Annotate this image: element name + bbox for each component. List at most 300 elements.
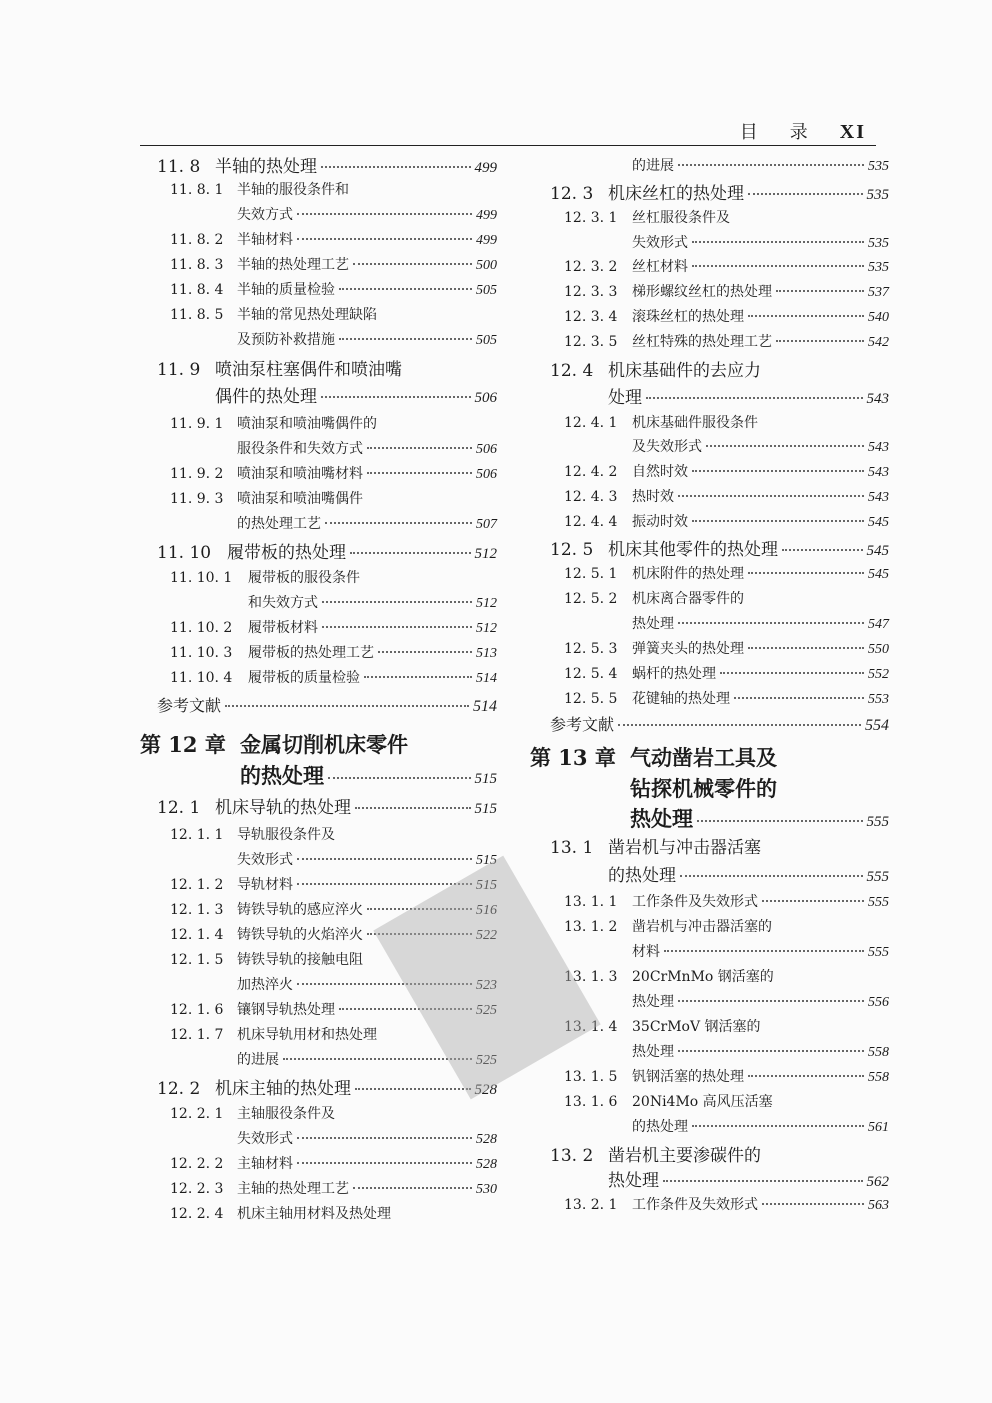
section-number: 12. 1. 4 (170, 927, 224, 943)
section-title: 的热处理工艺 (237, 516, 321, 532)
dot-leader (322, 626, 472, 628)
section-number: 13. 1. 4 (564, 1019, 618, 1035)
toc-entry[interactable] (170, 233, 497, 248)
page-number: 553 (868, 692, 889, 707)
dot-leader (297, 858, 472, 860)
section-title: 履带板的质量检验 (248, 670, 360, 686)
dot-leader (283, 1058, 472, 1060)
section-title: 处理 (608, 388, 642, 408)
section-title: 自然时效 (632, 464, 688, 480)
section-title: 半轴的常见热处理缺陷 (237, 307, 377, 323)
section-title: 的进展 (632, 158, 674, 174)
toc-entry[interactable] (170, 1107, 335, 1121)
toc-entry[interactable] (564, 895, 889, 910)
toc-entry[interactable] (170, 183, 349, 197)
dot-leader (692, 1125, 864, 1127)
section-title: 履带板材料 (248, 620, 318, 636)
dot-leader (367, 472, 472, 474)
section-title: 材料 (632, 944, 660, 960)
page-number: 528 (476, 1132, 497, 1147)
toc-entry[interactable] (550, 1148, 761, 1165)
section-number: 11. 8 (157, 157, 201, 177)
page-number: 506 (476, 467, 497, 482)
section-number: 11. 8. 1 (170, 182, 224, 198)
page-number: 558 (868, 1045, 889, 1060)
section-title: 半轴材料 (237, 232, 293, 248)
toc-entry[interactable] (632, 1045, 889, 1060)
toc-entry[interactable] (170, 492, 363, 506)
section-number: 13. 2. 1 (564, 1197, 618, 1213)
toc-entry[interactable] (564, 465, 889, 480)
section-title: 机床基础件的去应力 (608, 361, 761, 381)
section-number: 12. 3. 1 (564, 210, 618, 226)
section-title: 偶件的热处理 (215, 387, 317, 407)
page-number: 555 (868, 895, 889, 910)
section-title: 气动凿岩工具及 (630, 745, 777, 770)
toc-entry[interactable] (564, 567, 889, 582)
section-title: 钻探机械零件的 (630, 776, 777, 801)
page-number: 515 (474, 771, 497, 787)
dot-leader (350, 552, 471, 554)
section-title: 机床主轴用材料及热处理 (237, 1206, 391, 1222)
dot-leader (692, 265, 864, 267)
section-title: 参考文献 (550, 715, 615, 734)
toc-entry[interactable] (157, 362, 402, 379)
dot-leader (776, 290, 864, 292)
section-title: 热处理 (630, 806, 693, 831)
section-number: 11. 10. 3 (170, 645, 233, 661)
dot-leader (297, 238, 472, 240)
toc-entry[interactable] (237, 333, 497, 348)
page-number: 547 (868, 617, 889, 632)
toc-entry[interactable] (632, 159, 889, 174)
section-number: 12. 2. 3 (170, 1181, 224, 1197)
toc-entry[interactable] (608, 1173, 889, 1190)
toc-entry[interactable] (140, 734, 408, 755)
dot-leader (706, 445, 864, 447)
toc-entry[interactable] (170, 1028, 377, 1042)
section-number: 12. 5. 4 (564, 666, 618, 682)
section-title: 铸铁导轨的火焰淬火 (237, 927, 363, 943)
page-number: 543 (868, 490, 889, 505)
dot-leader (367, 447, 472, 449)
section-title: 喷油泵和喷油嘴偶件的 (237, 416, 377, 432)
section-number: 11. 9. 2 (170, 466, 224, 482)
dot-leader (748, 315, 864, 317)
dot-leader (353, 1187, 472, 1189)
dot-leader (697, 820, 863, 822)
toc-entry[interactable] (550, 363, 761, 380)
toc-entry[interactable] (237, 1132, 497, 1147)
section-title: 及失效形式 (632, 439, 702, 455)
running-head (740, 118, 866, 144)
toc-entry[interactable] (550, 840, 761, 857)
toc-entry[interactable] (564, 920, 772, 934)
toc-entry[interactable] (564, 285, 889, 300)
dot-leader (355, 807, 471, 809)
section-number: 13. 1 (550, 838, 594, 858)
toc-entry[interactable] (170, 258, 497, 273)
section-number: 13. 1. 2 (564, 919, 618, 935)
toc-entry[interactable] (632, 1120, 889, 1135)
dot-leader (678, 1050, 864, 1052)
dot-leader (355, 1088, 471, 1090)
page-number: 563 (868, 1198, 889, 1213)
section-title: 凿岩机与冲击器活塞的 (632, 919, 772, 935)
toc-entry[interactable] (170, 646, 497, 661)
section-number: 12. 4. 3 (564, 489, 618, 505)
section-title: 梯形螺纹丝杠的热处理 (632, 284, 772, 300)
section-title: 履带板的热处理工艺 (248, 645, 374, 661)
page-number: 535 (868, 159, 889, 174)
section-title: 喷油泵柱塞偶件和喷油嘴 (215, 360, 402, 380)
section-number: 12. 4. 1 (564, 415, 618, 431)
dot-leader (762, 900, 864, 902)
toc-entry[interactable] (564, 335, 889, 350)
page-number: 505 (476, 283, 497, 298)
dot-leader (692, 470, 864, 472)
page-number: 525 (476, 1003, 497, 1018)
page-number: 514 (476, 671, 497, 686)
page-number: 499 (476, 208, 497, 223)
section-title: 机床基础件服役条件 (632, 415, 758, 431)
section-number: 11. 10. 1 (170, 570, 233, 586)
toc-entry[interactable] (170, 283, 497, 298)
toc-entry[interactable] (564, 1198, 889, 1213)
page-number: 561 (868, 1120, 889, 1135)
toc-entry[interactable] (170, 417, 377, 431)
toc-entry[interactable] (632, 995, 889, 1010)
toc-entry[interactable] (170, 828, 335, 842)
toc-entry[interactable] (157, 698, 497, 715)
toc-entry[interactable] (632, 236, 889, 251)
section-number: 12. 4 (550, 361, 594, 381)
section-number: 第 13 章 (530, 745, 616, 770)
header-word: 录 (789, 122, 810, 143)
toc-entry[interactable] (170, 1157, 497, 1172)
section-number: 12. 3 (550, 184, 594, 204)
toc-entry[interactable] (564, 970, 774, 984)
dot-leader (748, 1075, 864, 1077)
page-number: 523 (476, 978, 497, 993)
section-number: 12. 5. 2 (564, 591, 618, 607)
page-number: 515 (476, 853, 497, 868)
toc-entry[interactable] (170, 1207, 391, 1221)
toc-entry[interactable] (564, 1070, 889, 1085)
dot-leader (692, 520, 864, 522)
section-number: 13. 1. 5 (564, 1069, 618, 1085)
section-title: 热处理 (608, 1171, 659, 1191)
section-number: 12. 2. 1 (170, 1106, 224, 1122)
section-title: 机床导轨用材和热处理 (237, 1027, 377, 1043)
toc-entry[interactable] (170, 953, 363, 967)
page-number: 528 (476, 1157, 497, 1172)
section-number: 12. 1. 5 (170, 952, 224, 968)
toc-entry[interactable] (170, 671, 497, 686)
section-number: 13. 2 (550, 1146, 594, 1166)
section-title: 35CrMoV 钢活塞的 (632, 1019, 761, 1035)
section-title: 半轴的热处理工艺 (237, 257, 349, 273)
page-number: 556 (868, 995, 889, 1010)
toc-entry[interactable] (564, 667, 889, 682)
section-number: 11. 8. 5 (170, 307, 224, 323)
dot-leader (664, 950, 864, 952)
section-number: 12. 1. 1 (170, 827, 224, 843)
section-number: 12. 5. 5 (564, 691, 618, 707)
toc-entry[interactable] (170, 308, 377, 322)
toc-entry[interactable] (564, 211, 730, 225)
section-number: 11. 9. 3 (170, 491, 224, 507)
section-title: 的进展 (237, 1052, 279, 1068)
page-number: 514 (473, 698, 497, 715)
dot-leader (776, 340, 864, 342)
page-number: 543 (868, 440, 889, 455)
section-title: 主轴的热处理工艺 (237, 1181, 349, 1197)
toc-entry[interactable] (564, 515, 889, 530)
section-title: 主轴材料 (237, 1156, 293, 1172)
header-rule (140, 145, 876, 146)
page-header (0, 0, 992, 160)
page-number: 535 (868, 260, 889, 275)
section-title: 凿岩机与冲击器活塞 (608, 838, 761, 858)
dot-leader (678, 1000, 864, 1002)
section-title: 及预防补救措施 (237, 332, 335, 348)
page-number: 515 (474, 801, 497, 817)
section-number: 11. 8. 4 (170, 282, 224, 298)
section-title: 滚珠丝杠的热处理 (632, 309, 744, 325)
section-number: 12. 2 (157, 1079, 201, 1099)
section-number: 12. 5. 1 (564, 566, 618, 582)
dot-leader (678, 622, 864, 624)
page-number: 542 (868, 335, 889, 350)
dot-leader (339, 288, 472, 290)
dot-leader (720, 672, 864, 674)
section-title: 主轴服役条件及 (237, 1106, 335, 1122)
toc-entry[interactable] (608, 868, 889, 885)
page-number: 512 (476, 596, 497, 611)
dot-leader (225, 705, 469, 707)
toc-entry[interactable] (157, 159, 497, 176)
section-title: 加热淬火 (237, 977, 293, 993)
section-number: 12. 5 (550, 540, 594, 560)
section-title: 喷油泵和喷油嘴偶件 (237, 491, 363, 507)
page-number: 528 (474, 1082, 497, 1098)
toc-entry[interactable] (564, 490, 889, 505)
section-title: 的热处理 (632, 1119, 688, 1135)
section-number: 12. 1. 7 (170, 1027, 224, 1043)
section-number: 12. 1. 2 (170, 877, 224, 893)
toc-entry[interactable] (564, 592, 744, 606)
page-number: 555 (866, 814, 889, 830)
section-number: 12. 1. 3 (170, 902, 224, 918)
section-title: 失效形式 (237, 1131, 293, 1147)
section-number: 12. 3. 3 (564, 284, 618, 300)
toc-entry[interactable] (564, 642, 889, 657)
section-number: 12. 1 (157, 798, 201, 818)
toc-entry[interactable] (632, 945, 889, 960)
section-number: 11. 8. 3 (170, 257, 224, 273)
page-number: 499 (476, 233, 497, 248)
section-title: 履带板的热处理 (227, 543, 346, 563)
toc-entry[interactable] (630, 778, 777, 799)
dot-leader (328, 777, 471, 779)
toc-entry[interactable] (630, 808, 889, 830)
section-title: 工作条件及失效形式 (632, 894, 758, 910)
dot-leader (378, 651, 472, 653)
dot-leader (678, 164, 864, 166)
toc-entry[interactable] (632, 440, 889, 455)
section-title: 半轴的热处理 (215, 157, 317, 177)
toc-entry[interactable] (530, 747, 777, 768)
section-title: 服役条件和失效方式 (237, 441, 363, 457)
section-title: 热处理 (632, 616, 674, 632)
dot-leader (297, 1162, 472, 1164)
section-number: 11. 8. 2 (170, 232, 224, 248)
section-title: 弹簧夹头的热处理 (632, 641, 744, 657)
section-title: 机床附件的热处理 (632, 566, 744, 582)
toc-entry[interactable] (564, 1095, 773, 1109)
page-number: 543 (868, 465, 889, 480)
section-number: 13. 1. 6 (564, 1094, 618, 1110)
dot-leader (297, 1137, 472, 1139)
toc-entry[interactable] (608, 390, 889, 407)
page-number: 512 (476, 621, 497, 636)
section-number: 12. 3. 5 (564, 334, 618, 350)
section-title: 丝杠材料 (632, 259, 688, 275)
toc-entry[interactable] (240, 765, 497, 787)
section-number: 12. 5. 3 (564, 641, 618, 657)
dot-leader (297, 213, 472, 215)
dot-leader (321, 396, 471, 398)
page-number: 545 (866, 543, 889, 559)
section-title: 失效形式 (237, 852, 293, 868)
section-title: 机床丝杠的热处理 (608, 184, 744, 204)
page-number: 530 (476, 1182, 497, 1197)
section-title: 铸铁导轨的接触电阻 (237, 952, 363, 968)
toc-entry[interactable] (564, 310, 889, 325)
page-number: 543 (866, 391, 889, 407)
section-number: 11. 9. 1 (170, 416, 224, 432)
dot-leader (646, 397, 863, 399)
toc-entry[interactable] (237, 853, 497, 868)
dot-leader (748, 193, 863, 195)
page-number: 555 (866, 869, 889, 885)
dot-leader (321, 166, 471, 168)
page-number: 535 (868, 236, 889, 251)
section-title: 半轴的服役条件和 (237, 182, 349, 198)
page-number: 513 (476, 646, 497, 661)
section-title: 镶钢导轨热处理 (237, 1002, 335, 1018)
section-title: 热时效 (632, 489, 674, 505)
dot-leader (322, 601, 472, 603)
dot-leader (618, 724, 861, 726)
section-title: 热处理 (632, 994, 674, 1010)
dot-leader (680, 875, 863, 877)
section-number: 12. 2. 4 (170, 1206, 224, 1222)
page-number: 525 (476, 1053, 497, 1068)
toc-entry[interactable] (564, 416, 758, 430)
toc-entry[interactable] (157, 800, 497, 817)
section-number: 第 12 章 (140, 732, 226, 757)
page-number: 506 (476, 442, 497, 457)
section-number: 12. 3. 2 (564, 259, 618, 275)
section-title: 导轨材料 (237, 877, 293, 893)
section-number: 13. 1. 3 (564, 969, 618, 985)
section-title: 和失效方式 (248, 595, 318, 611)
toc-entry[interactable] (550, 186, 889, 203)
section-title: 20CrMnMo 钢活塞的 (632, 969, 774, 985)
dot-leader (692, 241, 864, 243)
section-title: 振动时效 (632, 514, 688, 530)
page-number: 540 (868, 310, 889, 325)
section-title: 丝杠特殊的热处理工艺 (632, 334, 772, 350)
toc-entry[interactable] (237, 442, 497, 457)
page-number: 516 (476, 903, 497, 918)
section-title: 机床其他零件的热处理 (608, 540, 778, 560)
section-number: 12. 2. 2 (170, 1156, 224, 1172)
section-title: 铸铁导轨的感应淬火 (237, 902, 363, 918)
toc-entry[interactable] (550, 717, 889, 734)
dot-leader (325, 522, 472, 524)
page-number: 558 (868, 1070, 889, 1085)
section-title: 失效方式 (237, 207, 293, 223)
toc-entry[interactable] (170, 1182, 497, 1197)
section-title: 蜗杆的热处理 (632, 666, 716, 682)
dot-leader (353, 263, 472, 265)
section-title: 钒钢活塞的热处理 (632, 1069, 744, 1085)
header-word: 目 (739, 122, 760, 143)
section-title: 喷油泵和喷油嘴材料 (237, 466, 363, 482)
section-number: 13. 1. 1 (564, 894, 618, 910)
page-number: 499 (474, 160, 497, 176)
toc-entry[interactable] (157, 1081, 497, 1098)
page-number: 506 (474, 390, 497, 406)
page-number: 512 (474, 546, 497, 562)
page-number: 515 (476, 878, 497, 893)
page-number: 505 (476, 333, 497, 348)
section-number: 12. 1. 6 (170, 1002, 224, 1018)
toc-entry[interactable] (632, 617, 889, 632)
page-number: 562 (866, 1174, 889, 1190)
toc-entry[interactable] (237, 208, 497, 223)
toc-entry[interactable] (170, 621, 497, 636)
toc-entry[interactable] (550, 542, 889, 559)
section-number: 11. 9 (157, 360, 201, 380)
section-title: 半轴的质量检验 (237, 282, 335, 298)
section-title: 的热处理 (608, 866, 676, 886)
toc-entry[interactable] (237, 517, 497, 532)
toc-entry[interactable] (564, 260, 889, 275)
section-number: 12. 4. 2 (564, 464, 618, 480)
section-title: 花键轴的热处理 (632, 691, 730, 707)
section-title: 机床主轴的热处理 (215, 1079, 351, 1099)
section-title: 参考文献 (157, 696, 222, 715)
section-title: 丝杠服役条件及 (632, 210, 730, 226)
toc-entry[interactable] (215, 389, 497, 406)
toc-entry[interactable] (170, 571, 360, 585)
dot-leader (663, 1180, 863, 1182)
dot-leader (297, 883, 472, 885)
section-title: 工作条件及失效形式 (632, 1197, 758, 1213)
section-number: 12. 3. 4 (564, 309, 618, 325)
page-number-roman: XI (839, 121, 866, 143)
toc-entry[interactable] (564, 692, 889, 707)
toc-entry[interactable] (157, 545, 497, 562)
dot-leader (748, 647, 864, 649)
dot-leader (339, 338, 472, 340)
toc-entry[interactable] (248, 596, 497, 611)
toc-entry[interactable] (170, 467, 497, 482)
